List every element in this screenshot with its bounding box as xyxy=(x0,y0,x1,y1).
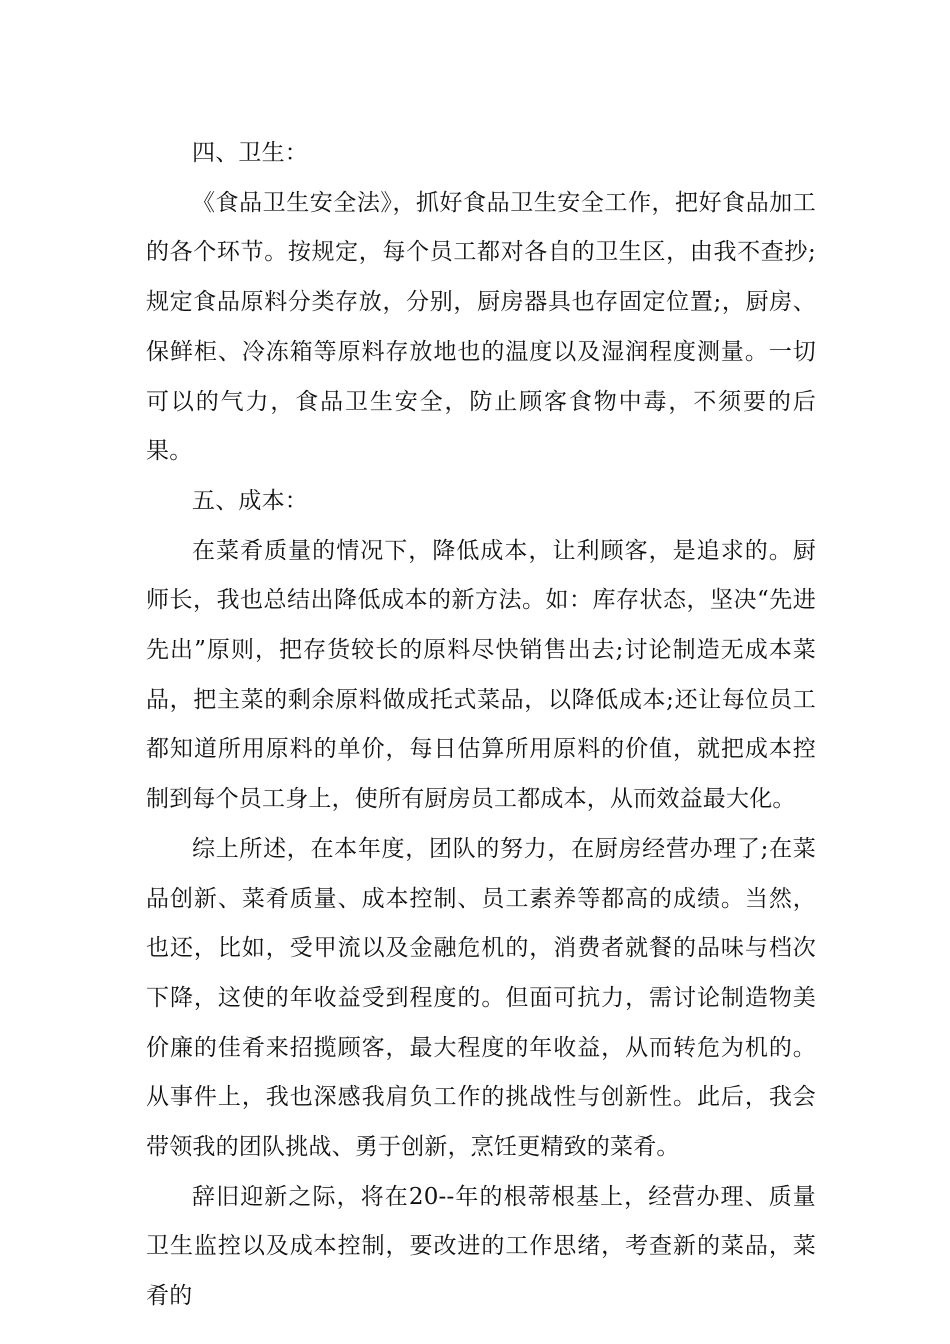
paragraph-hygiene: 《食品卫生安全法》，抓好食品卫生安全工作，把好食品加工的各个环节。按规定，每个员工都对各自的卫生区，由我不查抄;规定食品原料分类存放，分别，厨房器具也存固定位置;，厨房、保鲜柜、冷冻箱等原料存放地也的温度以及湿润程度测量。一切可以的气力，食品卫生安全，防止顾客食物中毒，不须要的后果。 xyxy=(146,189,816,465)
paragraph-summary: 综上所述，在本年度，团队的努力，在厨房经营办理了;在菜品创新、菜肴质量、成本控制、员工素养等都高的成绩。当然，也还，比如，受甲流以及金融危机的，消费者就餐的品味与档次下降，这使的年收益受到程度的。但面可抗力，需讨论制造物美价廉的佳肴来招揽顾客，最大程度的年收益，从而转危为机的。从事件上，我也深感我肩负工作的挑战性与创新性。此后，我会带领我的团队挑战、勇于创新，烹饪更精致的菜肴。 xyxy=(146,835,816,1161)
section-heading-hygiene: 四、卫生： xyxy=(192,140,308,166)
paragraph-new-year: 辞旧迎新之际，将在20--年的根蒂根基上，经营办理、质量卫生监控以及成本控制，要改进的工作思绪，考查新的菜品，菜肴的 xyxy=(146,1183,816,1310)
paragraph-cost: 在菜肴质量的情况下，降低成本，让利顾客，是追求的。厨师长，我也总结出降低成本的新方法。如：库存状态，坚决“先进先出”原则，把存货较长的原料尽快销售出去;讨论制造无成本菜品，把主菜的剩余原料做成托式菜品，以降低成本;还让每位员工都知道所用原料的单价，每日估算所用原料的价值，就把成本控制到每个员工身上，使所有厨房员工都成本，从而效益最大化。 xyxy=(146,537,816,813)
document-body xyxy=(146,129,816,1322)
section-heading-cost: 五、成本： xyxy=(192,487,308,514)
